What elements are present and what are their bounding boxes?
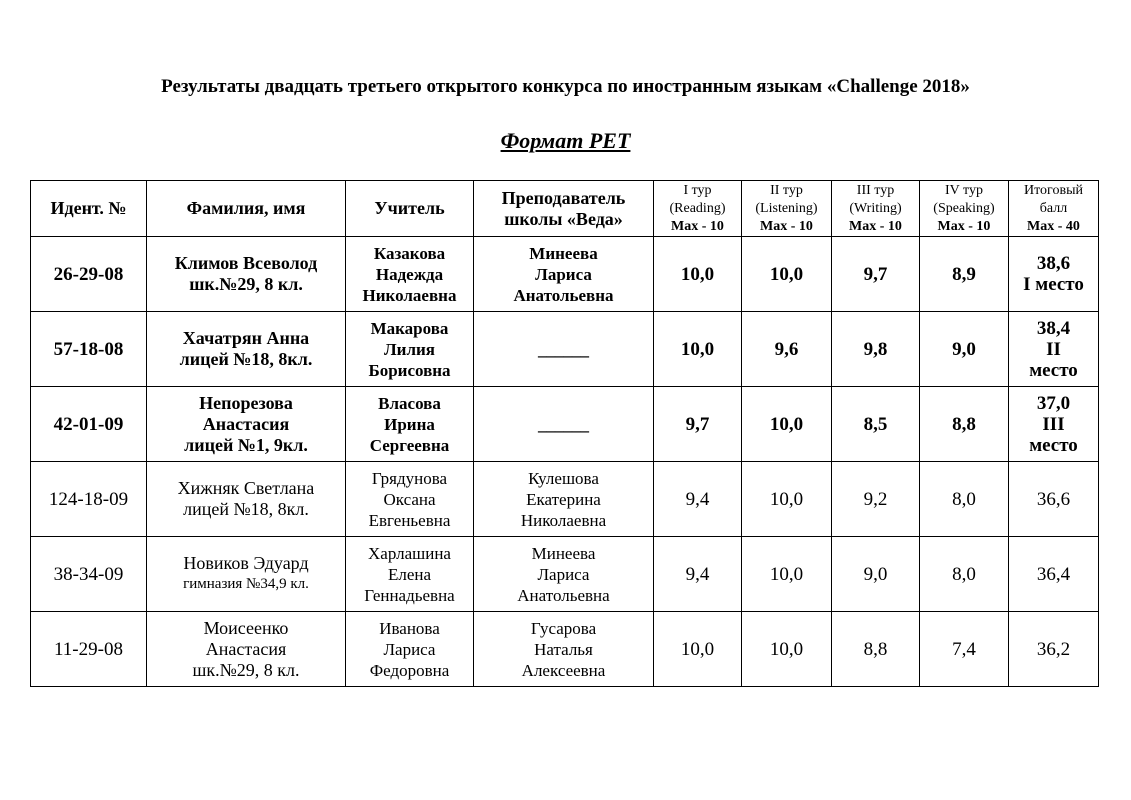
format-subtitle-text: Формат PET bbox=[500, 128, 631, 153]
document-title: Результаты двадцать третьего открытого конкурса по иностранным языкам «Challenge 2018» bbox=[161, 76, 970, 97]
participant-name-line: Хачатрян Анна bbox=[182, 328, 310, 348]
participant-name-line: Хижняк Светлана bbox=[177, 478, 315, 498]
header-r1-line: Max - 10 bbox=[671, 218, 724, 234]
participant-name bbox=[147, 612, 346, 687]
veda-teacher-line: Николаевна bbox=[520, 510, 607, 530]
veda-teacher-line: Минеева bbox=[529, 243, 598, 263]
teacher-line: Лилия bbox=[384, 339, 435, 359]
header-r4 bbox=[920, 181, 1009, 237]
round-4-score: 8,8 bbox=[920, 387, 1009, 462]
participant-name bbox=[147, 312, 346, 387]
table-row bbox=[31, 537, 1099, 612]
header-r3-line: (Writing) bbox=[849, 200, 902, 216]
teacher-line: Надежда bbox=[375, 264, 444, 284]
veda-teacher bbox=[474, 612, 654, 687]
participant-id: 26-29-08 bbox=[31, 237, 147, 312]
round-1-score: 9,4 bbox=[654, 462, 742, 537]
header-r3-line: III тур bbox=[856, 182, 895, 198]
header-veda-teacher bbox=[474, 181, 654, 237]
round-1-score: 10,0 bbox=[654, 612, 742, 687]
participant-id: 38-34-09 bbox=[31, 537, 147, 612]
veda-teacher bbox=[474, 237, 654, 312]
round-4-score: 9,0 bbox=[920, 312, 1009, 387]
veda-teacher-line: Алексеевна bbox=[521, 660, 606, 680]
teacher-line: Казакова bbox=[373, 243, 446, 263]
teacher-line: Харлашина bbox=[368, 543, 451, 563]
veda-teacher-line: Кулешова bbox=[528, 468, 599, 488]
header-total-line: Max - 40 bbox=[1027, 218, 1080, 234]
total-line: 36,4 bbox=[1036, 563, 1071, 585]
round-3-score: 9,2 bbox=[832, 462, 920, 537]
teacher-line: Федоровна bbox=[369, 660, 450, 680]
round-2-score: 9,6 bbox=[742, 312, 832, 387]
total-line: I место bbox=[1023, 274, 1084, 295]
header-r1-line: I тур bbox=[683, 182, 712, 198]
header-r4-line: (Speaking) bbox=[933, 200, 995, 216]
round-2-score: 10,0 bbox=[742, 237, 832, 312]
participant-school: лицей №18, 8кл. bbox=[183, 499, 309, 519]
total-line: 38,4 bbox=[1036, 317, 1071, 339]
round-4-score: 8,0 bbox=[920, 537, 1009, 612]
total-score bbox=[1009, 537, 1099, 612]
round-3-score: 9,8 bbox=[832, 312, 920, 387]
header-row bbox=[31, 181, 1099, 237]
participant-id: 42-01-09 bbox=[31, 387, 147, 462]
participant-id: 11-29-08 bbox=[31, 612, 147, 687]
results-body bbox=[31, 237, 1099, 687]
round-1-score: 9,4 bbox=[654, 537, 742, 612]
table-row bbox=[31, 237, 1099, 312]
header-r4-line: IV тур bbox=[945, 182, 983, 198]
participant-name-line: Новиков Эдуард bbox=[183, 553, 309, 573]
participant-name bbox=[147, 237, 346, 312]
round-1-score: 9,7 bbox=[654, 387, 742, 462]
round-2-score: 10,0 bbox=[742, 387, 832, 462]
total-line: место bbox=[1029, 359, 1078, 381]
teacher bbox=[346, 387, 474, 462]
round-1-score: 10,0 bbox=[654, 237, 742, 312]
total-line: III bbox=[1042, 413, 1065, 435]
teacher bbox=[346, 537, 474, 612]
participant-id: 124-18-09 bbox=[31, 462, 147, 537]
teacher bbox=[346, 312, 474, 387]
veda-teacher bbox=[474, 387, 654, 462]
participant-school: лицей №1, 9кл. bbox=[184, 434, 308, 455]
total-line: место bbox=[1029, 434, 1078, 456]
total-score bbox=[1009, 237, 1099, 312]
participant-school: шк.№29, 8 кл. bbox=[189, 274, 303, 294]
round-1-score: 10,0 bbox=[654, 312, 742, 387]
total-score bbox=[1009, 612, 1099, 687]
veda-teacher-line: Минеева bbox=[531, 543, 596, 563]
veda-teacher bbox=[474, 312, 654, 387]
total-line: II bbox=[1046, 338, 1061, 360]
veda-teacher-line: Гусарова bbox=[530, 618, 597, 638]
total-line: 37,0 bbox=[1036, 392, 1071, 414]
teacher bbox=[346, 612, 474, 687]
header-id: Идент. № bbox=[31, 181, 147, 237]
veda-teacher-line: Анатольевна bbox=[517, 585, 610, 605]
teacher-line: Оксана bbox=[383, 489, 436, 509]
participant-name bbox=[147, 387, 346, 462]
round-3-score: 9,7 bbox=[832, 237, 920, 312]
round-2-score: 10,0 bbox=[742, 537, 832, 612]
participant-school: лицей №18, 8кл. bbox=[179, 349, 313, 369]
header-r2-line: Max - 10 bbox=[760, 218, 813, 234]
participant-name bbox=[147, 462, 346, 537]
header-veda-teacher-line: Преподаватель bbox=[501, 187, 626, 208]
total-line: 38,6 bbox=[1036, 253, 1071, 274]
veda-teacher bbox=[474, 537, 654, 612]
participant-school: шк.№29, 8 кл. bbox=[192, 659, 300, 680]
veda-teacher-line: ______ bbox=[538, 339, 589, 359]
veda-teacher-line: ______ bbox=[538, 414, 589, 434]
veda-teacher-line: Анатольевна bbox=[513, 285, 614, 305]
teacher-line: Елена bbox=[387, 564, 432, 584]
teacher-line: Лариса bbox=[383, 639, 436, 659]
participant-name-line: Климов Всеволод bbox=[174, 253, 318, 273]
header-total-line: балл bbox=[1039, 200, 1068, 216]
header-name: Фамилия, имя bbox=[147, 181, 346, 237]
teacher-line: Макарова bbox=[370, 318, 449, 338]
teacher-line: Ирина bbox=[384, 414, 435, 434]
round-4-score: 8,9 bbox=[920, 237, 1009, 312]
round-3-score: 9,0 bbox=[832, 537, 920, 612]
header-r1 bbox=[654, 181, 742, 237]
header-r2-line: II тур bbox=[770, 182, 803, 198]
round-2-score: 10,0 bbox=[742, 612, 832, 687]
teacher-line: Сергеевна bbox=[369, 435, 450, 455]
total-score bbox=[1009, 312, 1099, 387]
participant-name bbox=[147, 537, 346, 612]
veda-teacher-line: Екатерина bbox=[526, 489, 601, 509]
participant-name-line: Моисеенко bbox=[203, 617, 289, 638]
round-4-score: 8,0 bbox=[920, 462, 1009, 537]
teacher-line: Грядунова bbox=[371, 468, 448, 488]
header-total bbox=[1009, 181, 1099, 237]
teacher-line: Геннадьевна bbox=[364, 585, 455, 605]
participant-name-line: Анастасия bbox=[202, 413, 290, 434]
table-row bbox=[31, 312, 1099, 387]
header-r2 bbox=[742, 181, 832, 237]
teacher-line: Власова bbox=[378, 393, 441, 413]
header-r3 bbox=[832, 181, 920, 237]
veda-teacher-line: Лариса bbox=[535, 264, 592, 284]
table-row bbox=[31, 387, 1099, 462]
header-veda-teacher-line: школы «Веда» bbox=[504, 208, 623, 229]
teacher bbox=[346, 462, 474, 537]
total-score bbox=[1009, 387, 1099, 462]
total-line: 36,2 bbox=[1036, 638, 1071, 660]
veda-teacher bbox=[474, 462, 654, 537]
table-row bbox=[31, 462, 1099, 537]
teacher-line: Николаевна bbox=[362, 285, 457, 305]
round-3-score: 8,8 bbox=[832, 612, 920, 687]
header-total-line: Итоговый bbox=[1024, 182, 1083, 198]
format-subtitle bbox=[0, 128, 1131, 154]
teacher-line: Евгеньевна bbox=[368, 510, 451, 530]
participant-name-line: Непорезова bbox=[199, 392, 293, 413]
teacher-line: Борисовна bbox=[368, 360, 451, 380]
results-table bbox=[30, 180, 1099, 687]
total-line: 36,6 bbox=[1036, 488, 1071, 510]
teacher-line: Иванова bbox=[379, 618, 440, 638]
veda-teacher-line: Наталья bbox=[534, 639, 593, 659]
round-3-score: 8,5 bbox=[832, 387, 920, 462]
participant-name-line: Анастасия bbox=[205, 638, 287, 659]
total-score bbox=[1009, 462, 1099, 537]
header-r4-line: Max - 10 bbox=[937, 218, 991, 234]
round-4-score: 7,4 bbox=[920, 612, 1009, 687]
table-row bbox=[31, 612, 1099, 687]
header-r3-line: Max - 10 bbox=[849, 218, 902, 234]
round-2-score: 10,0 bbox=[742, 462, 832, 537]
participant-id: 57-18-08 bbox=[31, 312, 147, 387]
teacher bbox=[346, 237, 474, 312]
header-r2-line: (Listening) bbox=[755, 200, 818, 216]
veda-teacher-line: Лариса bbox=[537, 564, 590, 584]
header-r1-line: (Reading) bbox=[669, 200, 726, 216]
participant-school: гимназия №34,9 кл. bbox=[183, 576, 309, 592]
header-teacher: Учитель bbox=[346, 181, 474, 237]
